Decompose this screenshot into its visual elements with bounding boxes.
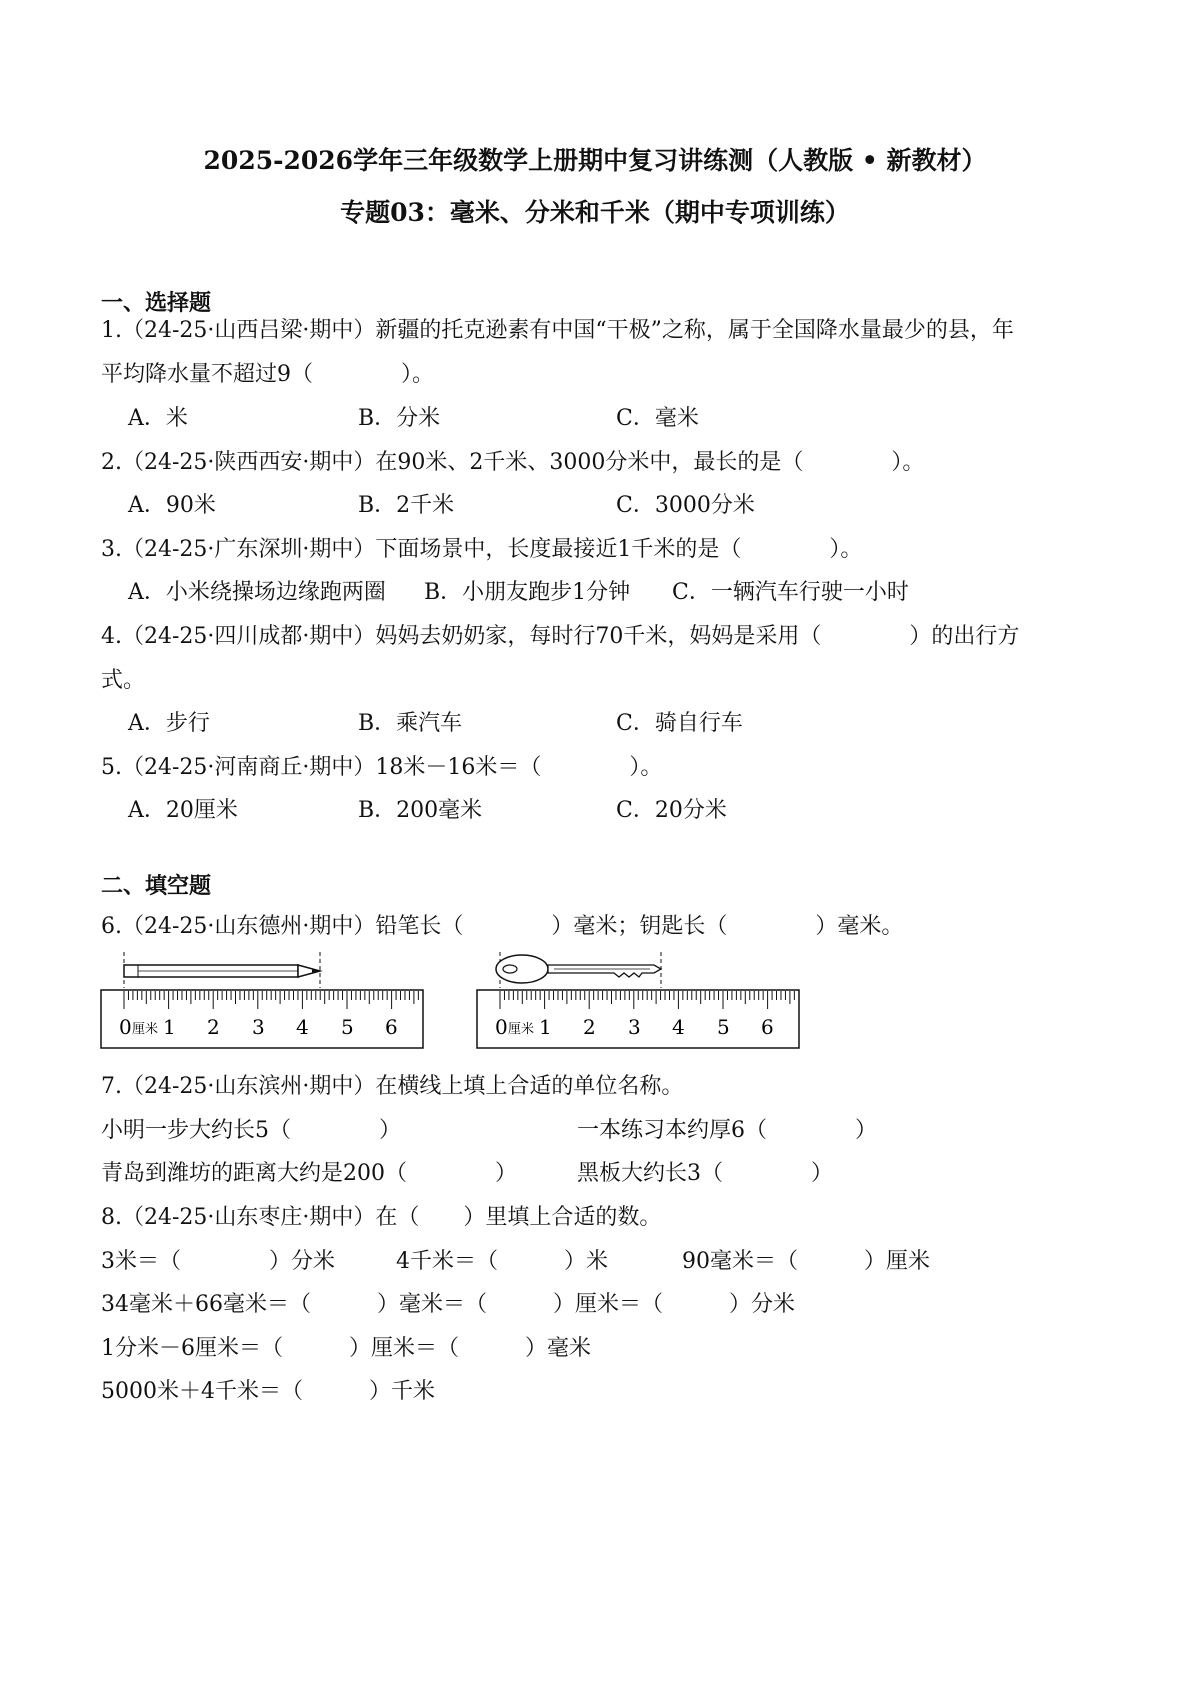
question-2-text: 2.（24-25·陕西西安·期中）在90米、2千米、3000分米中，最长的是（ ）。 [101,450,925,475]
ruler-2-label-2: 2 [583,1015,596,1039]
q8-blank-row-4: 5000米＋4千米＝（ ）千米 [101,1379,435,1404]
ruler-pencil-figure [98,948,428,1052]
q1-option-b: B．分米 [358,406,441,431]
ruler-2-label-5: 5 [717,1015,730,1039]
q5-option-a: A．20厘米 [128,798,238,823]
q8-blank-2: 4千米＝（ ）米 [396,1249,608,1274]
q1-option-a: A．米 [128,406,188,431]
question-4-text-cont: 式。 [101,668,146,693]
ruler-2-label-3: 3 [628,1015,641,1039]
q8-blank-1: 3米＝（ ）分米 [101,1249,335,1274]
page-title: 2025-2026学年三年级数学上册期中复习讲练测（人教版 • 新教材） [203,146,987,175]
q7-blank-4: 黑板大约长3（ ） [577,1161,833,1186]
ruler-2-label-6: 6 [761,1015,774,1039]
ruler-2-unit: 厘米 [508,1022,535,1037]
ruler-2-label-4: 4 [672,1015,685,1039]
q3-option-b: B．小朋友跑步1分钟 [424,580,631,605]
key-icon [496,952,661,988]
q8-blank-row-2: 34毫米＋66毫米＝（ ）毫米＝（ ）厘米＝（ ）分米 [101,1292,795,1317]
q8-blank-3: 90毫米＝（ ）厘米 [682,1249,930,1274]
question-3-text: 3.（24-25·广东深圳·期中）下面场景中，长度最接近1千米的是（ ）。 [101,537,863,562]
ruler-2-label-0: 0 [495,1015,508,1039]
q1-option-c: C．毫米 [616,406,699,431]
ruler-1-unit: 厘米 [132,1022,159,1037]
q3-option-c: C．一辆汽车行驶一小时 [672,580,909,605]
question-4-text: 4.（24-25·四川成都·期中）妈妈去奶奶家，每时行70千米，妈妈是采用（ ）的出行方 [101,624,1020,649]
question-1-text: 1.（24-25·山西吕梁·期中）新疆的托克逊素有中国“干极”之称，属于全国降水量最少的县，年 [101,318,1014,343]
ruler-1-label-6: 6 [385,1015,398,1039]
q7-blank-1: 小明一步大约长5（ ） [101,1118,401,1143]
question-5-text: 5.（24-25·河南商丘·期中）18米－16米＝（ ）。 [101,755,663,780]
ruler-1-label-1: 1 [163,1015,176,1039]
ruler-1-label-0: 0 [119,1015,132,1039]
q2-option-b: B．2千米 [358,493,455,518]
q5-option-c: C．20分米 [616,798,727,823]
q8-blank-row-3: 1分米－6厘米＝（ ）厘米＝（ ）毫米 [101,1336,591,1361]
ruler-key-figure [474,948,804,1052]
ruler-2-label-1: 1 [539,1015,552,1039]
q4-option-c: C．骑自行车 [616,711,743,736]
q4-option-a: A．步行 [128,711,210,736]
q4-option-b: B．乘汽车 [358,711,463,736]
question-6-text: 6.（24-25·山东德州·期中）铅笔长（ ）毫米；钥匙长（ ）毫米。 [101,914,904,939]
section-heading-fill: 二、填空题 [101,873,212,899]
ruler-1-label-4: 4 [296,1015,309,1039]
q2-option-c: C．3000分米 [616,493,755,518]
ruler-1-label-3: 3 [252,1015,265,1039]
question-1-text-cont: 平均降水量不超过9（ ）。 [101,362,434,387]
q2-option-a: A．90米 [128,493,216,518]
question-7-text: 7.（24-25·山东滨州·期中）在横线上填上合适的单位名称。 [101,1074,684,1099]
pencil-icon [124,952,320,988]
question-8-text: 8.（24-25·山东枣庄·期中）在（ ）里填上合适的数。 [101,1205,662,1230]
ruler-1-label-2: 2 [207,1015,220,1039]
ruler-1-label-5: 5 [341,1015,354,1039]
q3-option-a: A．小米绕操场边缘跑两圈 [128,580,386,605]
q5-option-b: B．200毫米 [358,798,483,823]
q7-blank-2: 一本练习本约厚6（ ） [577,1118,877,1143]
page-subtitle: 专题03：毫米、分米和千米（期中专项训练） [340,198,850,227]
q7-blank-3: 青岛到潍坊的距离大约是200（ ） [101,1161,517,1186]
section-heading-choice: 一、选择题 [101,290,212,316]
